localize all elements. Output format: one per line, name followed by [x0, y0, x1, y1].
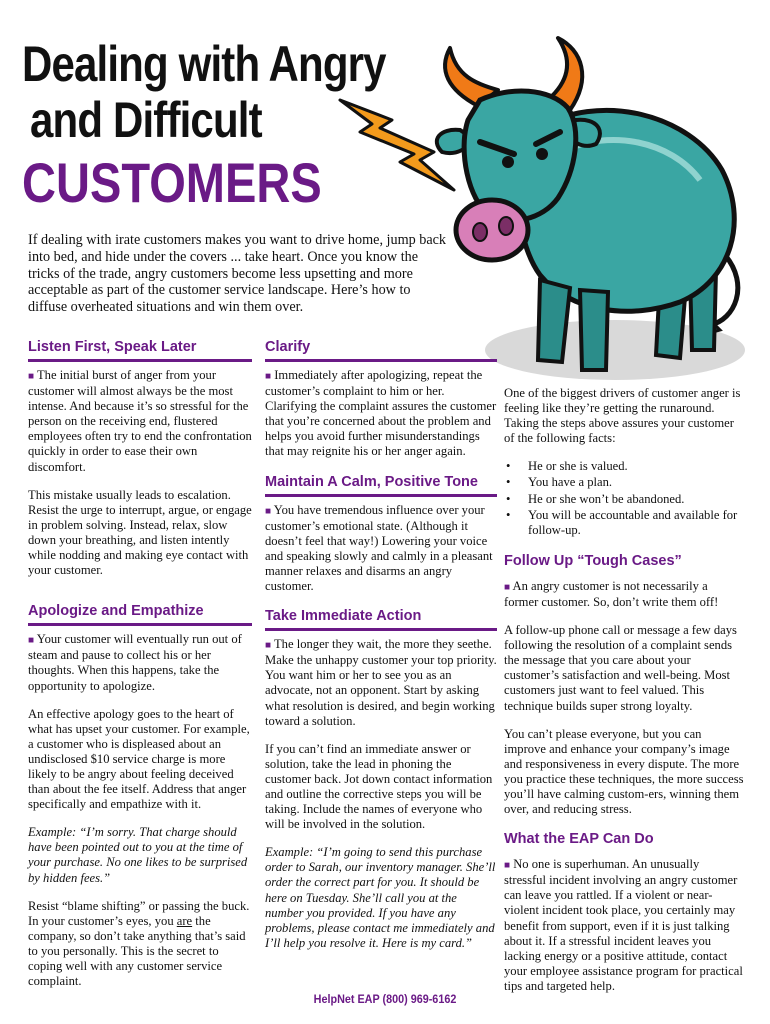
- followup-paragraph-2: A follow-up phone call or message a few days following the resolution of a complaint sends the message that you care about your customer’s satisfaction and well-being. Most customers just want to feel valued. This technique builds super strong loyalty.: [504, 623, 737, 713]
- apologize-paragraph-3: Resist “blame shifting” or passing the buck. In your customer’s eyes, you are the company, so don’t take anything that’s said to you personally. This is the secret to coping well with any customer service complaint.: [28, 898, 250, 989]
- column-3: [504, 386, 744, 1007]
- heading-apologize: Apologize and Empathize: [28, 602, 252, 626]
- eap-paragraph: ■ No one is superhuman. An unusually stressful incident involving an angry customer can leave you rattled. If a violent or near-violent incident took place, you certainly may benefit from support, even if it is just talking about it. If a stressful incident leaves you lacking energy or a positive attitude, contact your employee assistance program for practical tips and targeted help.: [504, 857, 743, 993]
- square-bullet-icon: ■: [28, 371, 35, 382]
- heading-follow-up: Follow Up “Tough Cases”: [504, 552, 682, 569]
- title-line-1: Dealing with Angry: [22, 36, 386, 92]
- title-line-2: and Difficult: [30, 92, 262, 148]
- title-line-3: CUSTOMERS: [22, 151, 322, 214]
- heading-immediate-action: Take Immediate Action: [265, 607, 497, 631]
- column-2: [265, 338, 497, 964]
- apologize-example: Example: “I’m sorry. That charge should have been pointed out to you at the time of your purchase. No one likes to be surprised by hidden fees.”: [28, 825, 248, 885]
- square-bullet-icon: ■: [504, 581, 511, 593]
- listen-paragraph-2: This mistake usually leads to escalation. Resist the urge to interrupt, argue, or engage in problem solving. Instead, relax, slow down your breathing, and listen intently while nodding and making eye contact with your customer.: [28, 487, 252, 578]
- intro-paragraph: If dealing with irate customers makes you want to drive home, jump back into bed, and hide under the covers ... take heart. Once you know the tricks of the trade, angry customers become less upsetting and more acceptable as part of the customer service landscape. Here’s how to diffuse overheated situations and win them over.: [28, 232, 447, 316]
- list-item: • He or she is valued.: [504, 459, 744, 474]
- action-paragraph-2: If you can’t find an immediate answer or solution, take the lead in phoning the customer back. Jot down contact information and outline the corrective steps you will be taking. Include the names of everyone who will be involved in the solution.: [265, 741, 493, 832]
- apologize-paragraph-2: An effective apology goes to the heart of what has upset your customer. For example, a customer who is displeased about an undisclosed $10 service charge is more likely to be angry about feeling deceived than about the fee itself. Address that anger specifically and empathize with it.: [28, 706, 250, 812]
- square-bullet-icon: ■: [265, 505, 272, 517]
- footer-contact: HelpNet EAP (800) 969-6162: [313, 992, 457, 1006]
- heading-listen-first: Listen First, Speak Later: [28, 338, 252, 362]
- calm-paragraph: ■ You have tremendous influence over your customer’s emotional state. (Although it doesn’t feel that way!) Lowering your voice and speaking slowly and calmly in a pleasant manner relaxes and disarms an angry customer.: [265, 502, 493, 594]
- heading-clarify: Clarify: [265, 338, 497, 362]
- clarify-paragraph: ■ Immediately after apologizing, repeat the customer’s complaint to him or her. Clarifying the complaint assures the customer that you’re concerned about the problem and helps you avoid further misunderstandings that may reignite his or her anger again.: [265, 368, 497, 459]
- followup-paragraph-3: You can’t please everyone, but you can improve and enhance your company’s image and responsiveness in every dispute. The more you practice these techniques, the more success you’ll have calming custom-ers, winning them over, and reducing stress.: [504, 726, 744, 817]
- column-1: [28, 338, 252, 1002]
- list-item: • You will be accountable and available for follow-up.: [504, 508, 744, 538]
- heading-calm-tone: Maintain A Calm, Positive Tone: [265, 473, 497, 497]
- square-bullet-icon: ■: [28, 635, 35, 647]
- runaround-paragraph: One of the biggest drivers of customer anger is feeling like they’re getting the runaround. Taking the steps above assures your customer of the following facts:: [504, 386, 741, 446]
- apologize-paragraph-1: ■ Your customer will eventually run out of steam and pause to collect his or her thoughts. When this happens, take the opportunity to apologize.: [28, 632, 242, 693]
- action-paragraph-1: ■ The longer they wait, the more they seethe. Make the unhappy customer your top priority. You want him or her to see you as an advocate, not an opponent. Start by asking what resolution is desired, and begin working toward a solution.: [265, 637, 497, 728]
- heading-eap: What the EAP Can Do: [504, 831, 654, 848]
- list-item: • He or she won’t be abandoned.: [504, 492, 744, 507]
- square-bullet-icon: ■: [504, 860, 511, 872]
- followup-paragraph-1: ■ An angry customer is not necessarily a former customer. So, don’t write them off!: [504, 578, 719, 609]
- square-bullet-icon: ■: [265, 371, 272, 382]
- list-item: • You have a plan.: [504, 475, 744, 490]
- square-bullet-icon: ■: [265, 640, 272, 652]
- action-example: Example: “I’m going to send this purchase order to Sarah, our inventory manager. She’ll order the correct part for you. It should be here on Tuesday. She’ll call you at the number you provided. If you have any problems, please contact me immediately and I’ll help you resolve it. Here is my card.”: [265, 845, 496, 950]
- listen-paragraph-1: ■ The initial burst of anger from your customer will almost always be the most intense. And because it’s so stressful for the person on the receiving end, flustered employees often try to end the confrontation quickly in order to ease their own discomfort.: [28, 368, 252, 474]
- facts-list: [504, 459, 744, 537]
